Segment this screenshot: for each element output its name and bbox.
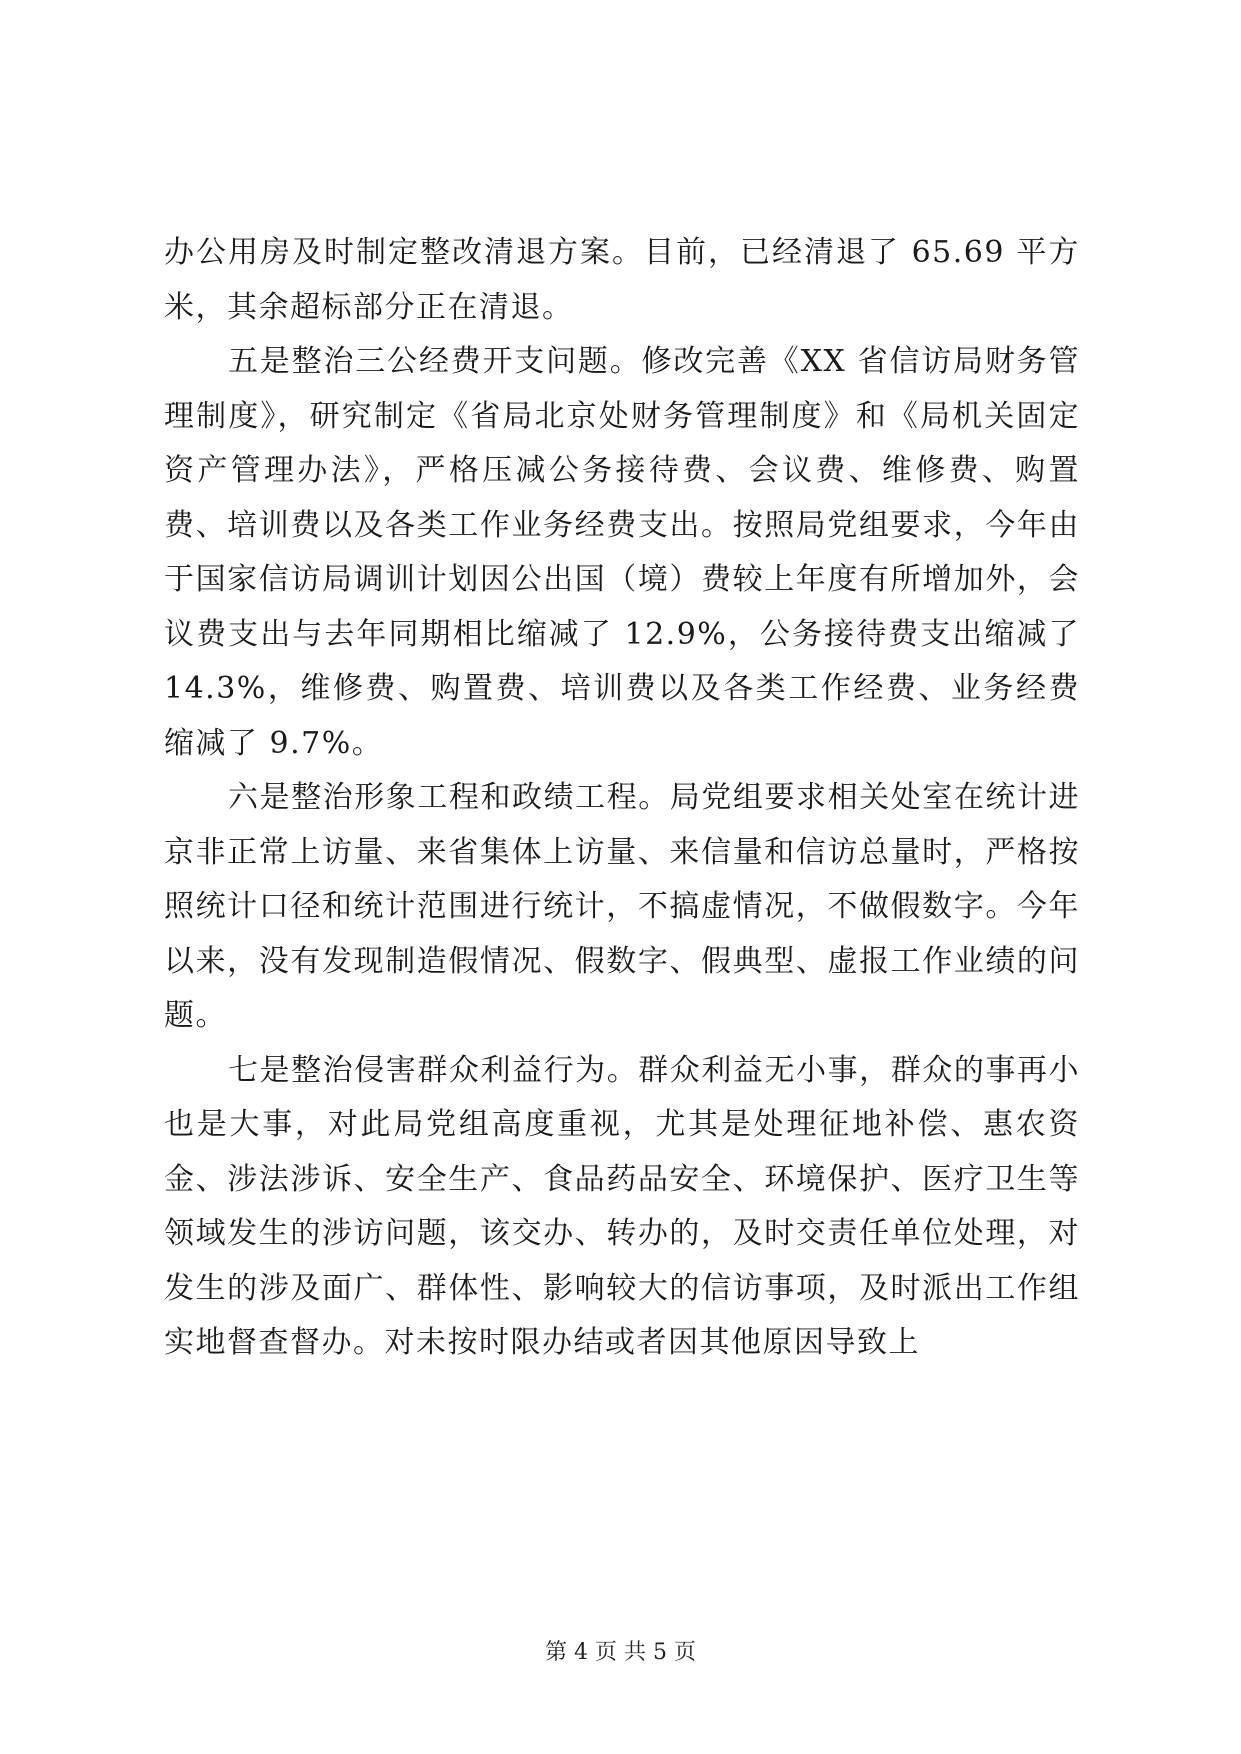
paragraph-2: 五是整治三公经费开支问题。修改完善《XX 省信访局财务管理制度》，研究制定《省局北京处财务管理制度》和《局机关固定资产管理办法》，严格压减公务接待费、会议费、维修费、购置费、培训费以及各类工作业务经费支出。按照局党组要求，今年由于国家信访局调训计划因公出国（境）费较上年度有所增加外，会议费支出与去年同期相比缩减了 12.9%，公务接待费支出缩减了 14.3%，维修费、购置费、培训费以及各类工作经费、业务经费缩减了 9.7%。 xyxy=(164,344,1080,761)
paragraph-4: 七是整治侵害群众利益行为。群众利益无小事，群众的事再小也是大事，对此局党组高度重视，尤其是处理征地补偿、惠农资金、涉法涉诉、安全生产、食品药品安全、环境保护、医疗卫生等领域发生的涉访问题，该交办、转办的，及时交责任单位处理，对发生的涉及面广、群体性、影响较大的信访事项，及时派出工作组实地督查督办。对未按时限办结或者因其他原因导致上 xyxy=(164,1052,1080,1360)
document-body xyxy=(164,226,1080,1371)
paragraph-1: 办公用房及时制定整改清退方案。目前，已经清退了 65.69 平方米，其余超标部分正在清退。 xyxy=(164,235,1080,325)
page-number-footer: 第 4 页 共 5 页 xyxy=(545,1640,696,1665)
paragraph-3: 六是整治形象工程和政绩工程。局党组要求相关处室在统计进京非正常上访量、来省集体上访量、来信量和信访总量时，严格按照统计口径和统计范围进行统计，不搞虚情况，不做假数字。今年以来，没有发现制造假情况、假数字、假典型、虚报工作业绩的问题。 xyxy=(164,780,1080,1033)
